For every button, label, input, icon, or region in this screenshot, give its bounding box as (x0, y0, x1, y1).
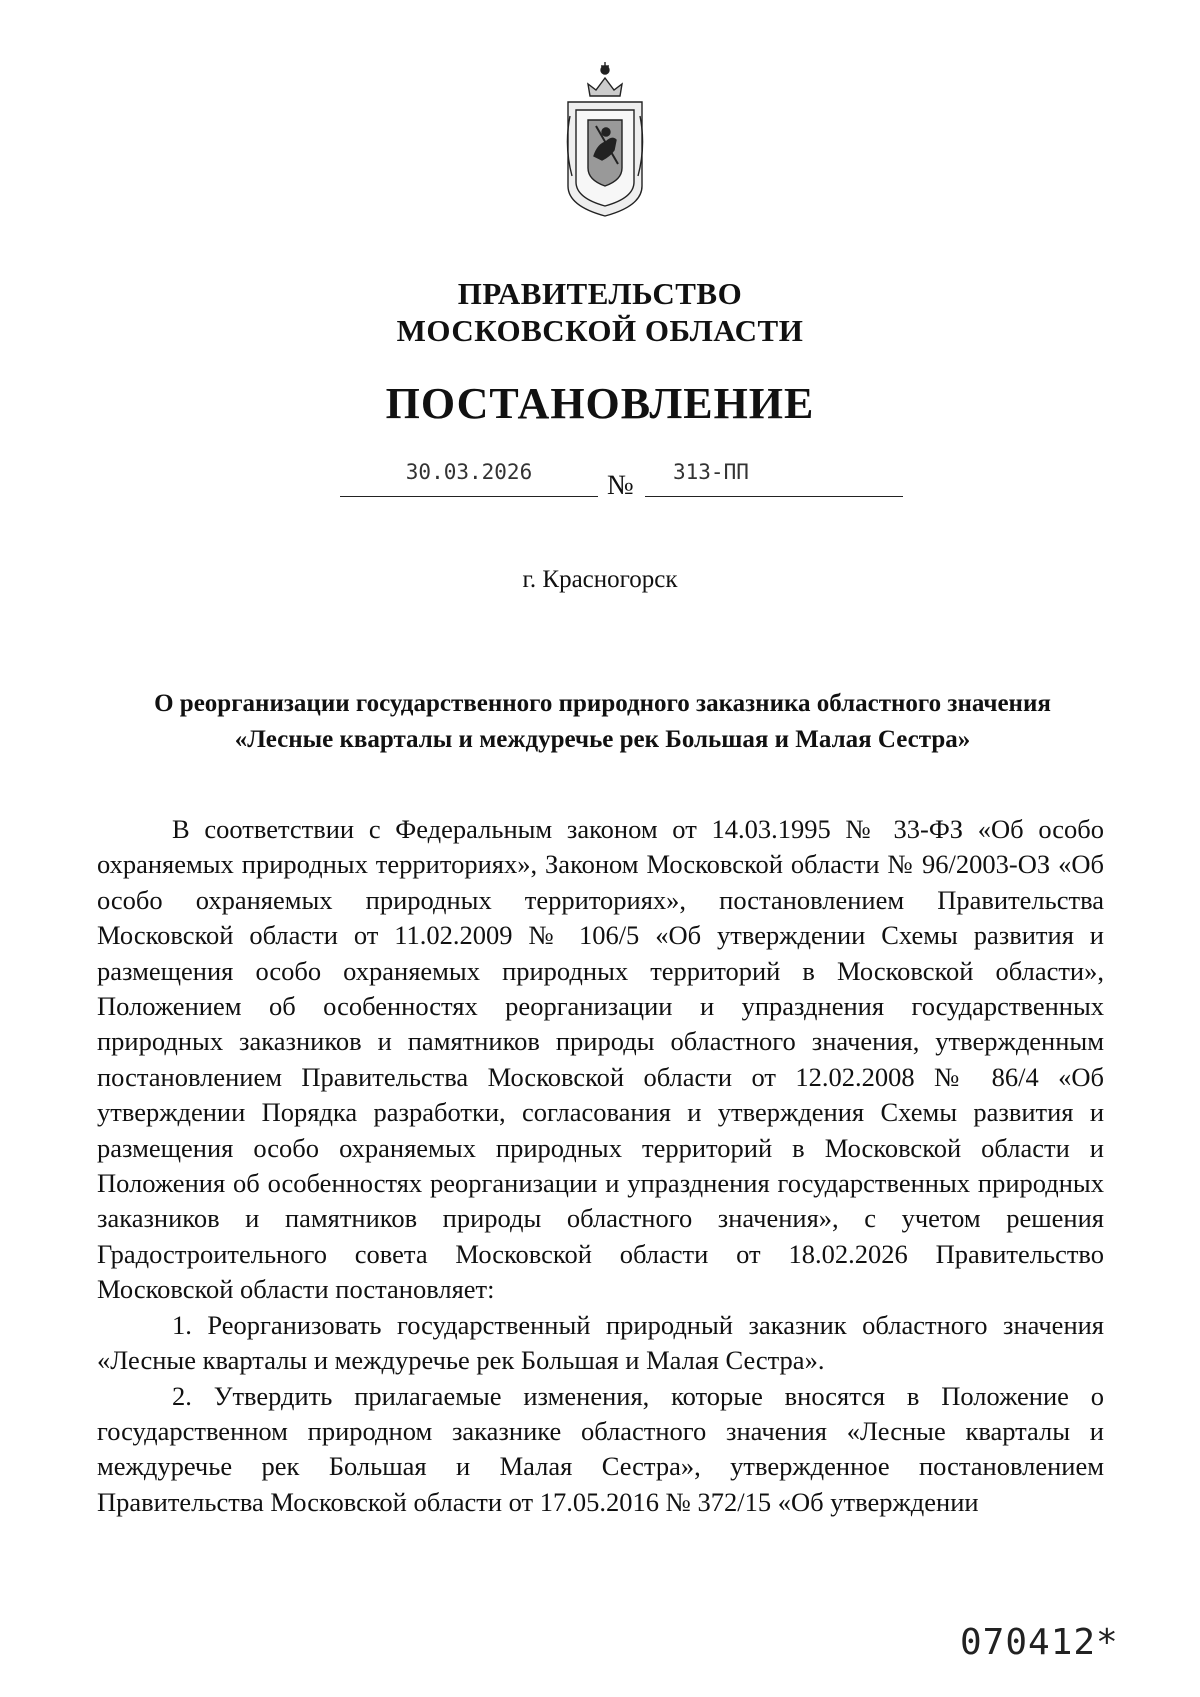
document-stamp (960, 1622, 1119, 1663)
org-name-line-2: МОСКОВСКОЙ ОБЛАСТИ (396, 313, 804, 348)
coat-of-arms-icon (560, 56, 650, 224)
document-body (97, 812, 1104, 1520)
paragraph-item-2: 2. Утвердить прилагаемые изменения, которые вносятся в Положение о государственном природном заказнике областного значения «Лесные кварталы и междуречье рек Большая и Малая Сестра», утвержденное постановлением Правительства Московской области от 17.05.2016 № 372/15 «Об утверждении (97, 1380, 1104, 1517)
document-type: ПОСТАНОВЛЕНИЕ (385, 379, 815, 428)
paragraph-item-1: 1. Реорганизовать государственный природный заказник областного значения «Лесные кварталы и междуречье рек Большая и Малая Сестра». (97, 1309, 1104, 1376)
document-title: О реорганизации государственного природного заказника областного значения «Лесные кварталы и междуречье рек Большая и Малая Сестра» (154, 690, 1051, 753)
paragraph-preamble: В соответствии с Федеральным законом от 14.03.1995 № 33-ФЗ «Об особо охраняемых природных территориях», Законом Московской области № 96/2003-ОЗ «Об особо охраняемых природных территориях», постановлением Правительства Московской области от 11.02.2009 № 106/5 «Об утверждении Схемы развития и размещения особо охраняемых природных территорий в Московской области», Положением об особенностях реорганизации и упразднения государственных природных заказников и памятников природы областного значения, утвержденным постановлением Правительства Московской области от 12.02.2008 № 86/4 «Об утверждении Порядка разработки, согласования и утверждения Схемы развития и размещения особо охраняемых природных территорий в Московской области и Положения об особенностях реорганизации и упразднения государственных природных заказников и памятников природы областного значения», с учетом решения Градостроительного совета Московской области от 18.02.2026 Правительство Московской области постановляет: (97, 814, 1104, 1305)
org-name-line-1: ПРАВИТЕЛЬСТВО (457, 276, 743, 311)
stamp-number: 070412 (960, 1622, 1097, 1663)
number-sign: № (607, 470, 634, 501)
registration-date: 30.03.2026 (405, 460, 533, 484)
stamp-mark: * (1096, 1622, 1119, 1663)
date-underline (340, 496, 598, 497)
registration-number: 313-ПП (673, 460, 749, 484)
number-underline (645, 496, 903, 497)
city: г. Красногорск (522, 566, 678, 593)
